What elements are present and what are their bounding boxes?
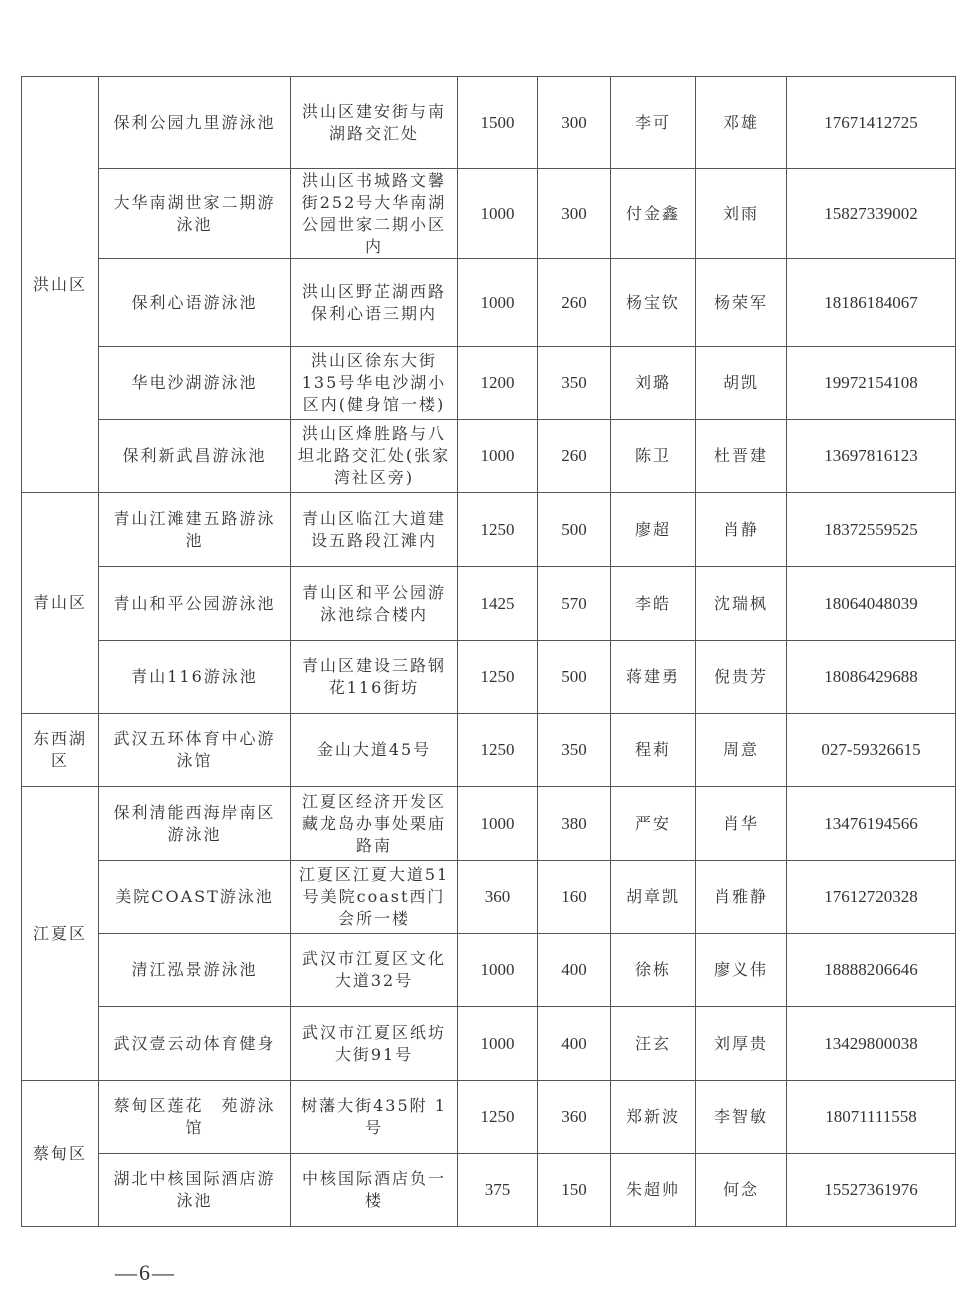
venue-capacity: 350 xyxy=(538,347,611,420)
venue-address: 青山区建设三路钢花116街坊 xyxy=(291,641,458,714)
venue-area: 1500 xyxy=(458,77,538,169)
venue-address: 青山区和平公园游泳池综合楼内 xyxy=(291,567,458,641)
district-cell: 青山区 xyxy=(22,493,99,714)
venue-address: 武汉市江夏区文化大道32号 xyxy=(291,934,458,1007)
venue-area: 1000 xyxy=(458,259,538,347)
contact-phone: 18372559525 xyxy=(787,493,956,567)
venue-capacity: 380 xyxy=(538,787,611,861)
contact-person: 付金鑫 xyxy=(611,169,696,259)
venue-name: 青山江滩建五路游泳池 xyxy=(99,493,291,567)
contact-phone: 17612720328 xyxy=(787,861,956,934)
table-row xyxy=(22,934,956,1007)
venue-area: 1000 xyxy=(458,420,538,493)
responsible-person: 刘厚贵 xyxy=(696,1007,787,1081)
contact-person: 胡章凯 xyxy=(611,861,696,934)
venue-name: 青山116游泳池 xyxy=(99,641,291,714)
page-number: —6— xyxy=(115,1260,176,1285)
table-row xyxy=(22,259,956,347)
venue-name: 保利心语游泳池 xyxy=(99,259,291,347)
contact-phone: 15827339002 xyxy=(787,169,956,259)
venue-address: 江夏区江夏大道51号美院coast西门会所一楼 xyxy=(291,861,458,934)
venue-name: 华电沙湖游泳池 xyxy=(99,347,291,420)
venue-name: 保利公园九里游泳池 xyxy=(99,77,291,169)
table-row xyxy=(22,493,956,567)
contact-phone: 18888206646 xyxy=(787,934,956,1007)
contact-person: 李皓 xyxy=(611,567,696,641)
venue-name: 保利新武昌游泳池 xyxy=(99,420,291,493)
contact-phone: 18064048039 xyxy=(787,567,956,641)
responsible-person: 胡凯 xyxy=(696,347,787,420)
venue-address: 洪山区建安街与南湖路交汇处 xyxy=(291,77,458,169)
venue-address: 武汉市江夏区纸坊大街91号 xyxy=(291,1007,458,1081)
venue-address: 洪山区书城路文馨街252号大华南湖公园世家二期小区内 xyxy=(291,169,458,259)
responsible-person: 李智敏 xyxy=(696,1081,787,1154)
table-row xyxy=(22,420,956,493)
contact-phone: 13697816123 xyxy=(787,420,956,493)
table-row xyxy=(22,567,956,641)
venue-capacity: 300 xyxy=(538,77,611,169)
venue-address: 洪山区徐东大街135号华电沙湖小区内(健身馆一楼) xyxy=(291,347,458,420)
contact-person: 陈卫 xyxy=(611,420,696,493)
contact-person: 郑新波 xyxy=(611,1081,696,1154)
table-row xyxy=(22,641,956,714)
venue-address: 洪山区野芷湖西路保利心语三期内 xyxy=(291,259,458,347)
responsible-person: 何念 xyxy=(696,1154,787,1227)
responsible-person: 邓雄 xyxy=(696,77,787,169)
responsible-person: 廖义伟 xyxy=(696,934,787,1007)
swimming-venue-table xyxy=(21,76,956,1227)
responsible-person: 刘雨 xyxy=(696,169,787,259)
venue-area: 1250 xyxy=(458,1081,538,1154)
venue-capacity: 160 xyxy=(538,861,611,934)
contact-person: 朱超帅 xyxy=(611,1154,696,1227)
responsible-person: 沈瑞枫 xyxy=(696,567,787,641)
venue-address: 树藩大街435附 1号 xyxy=(291,1081,458,1154)
venue-area: 1250 xyxy=(458,493,538,567)
table-row xyxy=(22,714,956,787)
venue-capacity: 150 xyxy=(538,1154,611,1227)
venue-capacity: 260 xyxy=(538,420,611,493)
venue-capacity: 500 xyxy=(538,493,611,567)
district-cell: 江夏区 xyxy=(22,787,99,1081)
venue-name: 武汉五环体育中心游泳馆 xyxy=(99,714,291,787)
contact-phone: 18086429688 xyxy=(787,641,956,714)
venue-name: 青山和平公园游泳池 xyxy=(99,567,291,641)
contact-person: 汪玄 xyxy=(611,1007,696,1081)
venue-area: 1000 xyxy=(458,1007,538,1081)
venue-capacity: 300 xyxy=(538,169,611,259)
venue-capacity: 400 xyxy=(538,1007,611,1081)
contact-person: 廖超 xyxy=(611,493,696,567)
table-row xyxy=(22,787,956,861)
contact-person: 蒋建勇 xyxy=(611,641,696,714)
venue-name: 大华南湖世家二期游泳池 xyxy=(99,169,291,259)
venue-capacity: 570 xyxy=(538,567,611,641)
venue-address: 金山大道45号 xyxy=(291,714,458,787)
venue-name: 武汉壹云动体育健身 xyxy=(99,1007,291,1081)
contact-phone: 13429800038 xyxy=(787,1007,956,1081)
responsible-person: 肖华 xyxy=(696,787,787,861)
table-row xyxy=(22,1081,956,1154)
district-cell: 洪山区 xyxy=(22,77,99,493)
contact-person: 严安 xyxy=(611,787,696,861)
table-row xyxy=(22,169,956,259)
contact-phone: 18071111558 xyxy=(787,1081,956,1154)
table-row xyxy=(22,1154,956,1227)
table-row xyxy=(22,861,956,934)
contact-person: 刘璐 xyxy=(611,347,696,420)
venue-address: 江夏区经济开发区藏龙岛办事处栗庙路南 xyxy=(291,787,458,861)
venue-capacity: 500 xyxy=(538,641,611,714)
venue-area: 1000 xyxy=(458,169,538,259)
responsible-person: 杜晋建 xyxy=(696,420,787,493)
venue-area: 1200 xyxy=(458,347,538,420)
venue-address: 中核国际酒店负一楼 xyxy=(291,1154,458,1227)
venue-capacity: 260 xyxy=(538,259,611,347)
responsible-person: 杨荣军 xyxy=(696,259,787,347)
venue-capacity: 350 xyxy=(538,714,611,787)
contact-phone: 18186184067 xyxy=(787,259,956,347)
contact-phone: 17671412725 xyxy=(787,77,956,169)
venue-area: 1250 xyxy=(458,641,538,714)
venue-name: 保利清能西海岸南区游泳池 xyxy=(99,787,291,861)
responsible-person: 倪贵芳 xyxy=(696,641,787,714)
table-row xyxy=(22,1007,956,1081)
venue-area: 375 xyxy=(458,1154,538,1227)
venue-area: 1000 xyxy=(458,934,538,1007)
venue-area: 360 xyxy=(458,861,538,934)
contact-phone: 19972154108 xyxy=(787,347,956,420)
venue-name: 蔡甸区莲花 苑游泳馆 xyxy=(99,1081,291,1154)
venue-name: 湖北中核国际酒店游泳池 xyxy=(99,1154,291,1227)
responsible-person: 周意 xyxy=(696,714,787,787)
venue-name: 美院COAST游泳池 xyxy=(99,861,291,934)
venue-area: 1250 xyxy=(458,714,538,787)
venue-address: 青山区临江大道建设五路段江滩内 xyxy=(291,493,458,567)
table-row xyxy=(22,347,956,420)
contact-person: 程莉 xyxy=(611,714,696,787)
venue-area: 1425 xyxy=(458,567,538,641)
venue-area: 1000 xyxy=(458,787,538,861)
venue-address: 洪山区烽胜路与八坦北路交汇处(张家湾社区旁) xyxy=(291,420,458,493)
contact-person: 李可 xyxy=(611,77,696,169)
district-cell: 蔡甸区 xyxy=(22,1081,99,1227)
contact-person: 徐栋 xyxy=(611,934,696,1007)
district-cell: 东西湖区 xyxy=(22,714,99,787)
table-row xyxy=(22,77,956,169)
venue-capacity: 360 xyxy=(538,1081,611,1154)
contact-phone: 13476194566 xyxy=(787,787,956,861)
contact-person: 杨宝钦 xyxy=(611,259,696,347)
contact-phone: 15527361976 xyxy=(787,1154,956,1227)
responsible-person: 肖静 xyxy=(696,493,787,567)
venue-capacity: 400 xyxy=(538,934,611,1007)
responsible-person: 肖雅静 xyxy=(696,861,787,934)
venue-name: 清江泓景游泳池 xyxy=(99,934,291,1007)
contact-phone: 027-59326615 xyxy=(787,714,956,787)
